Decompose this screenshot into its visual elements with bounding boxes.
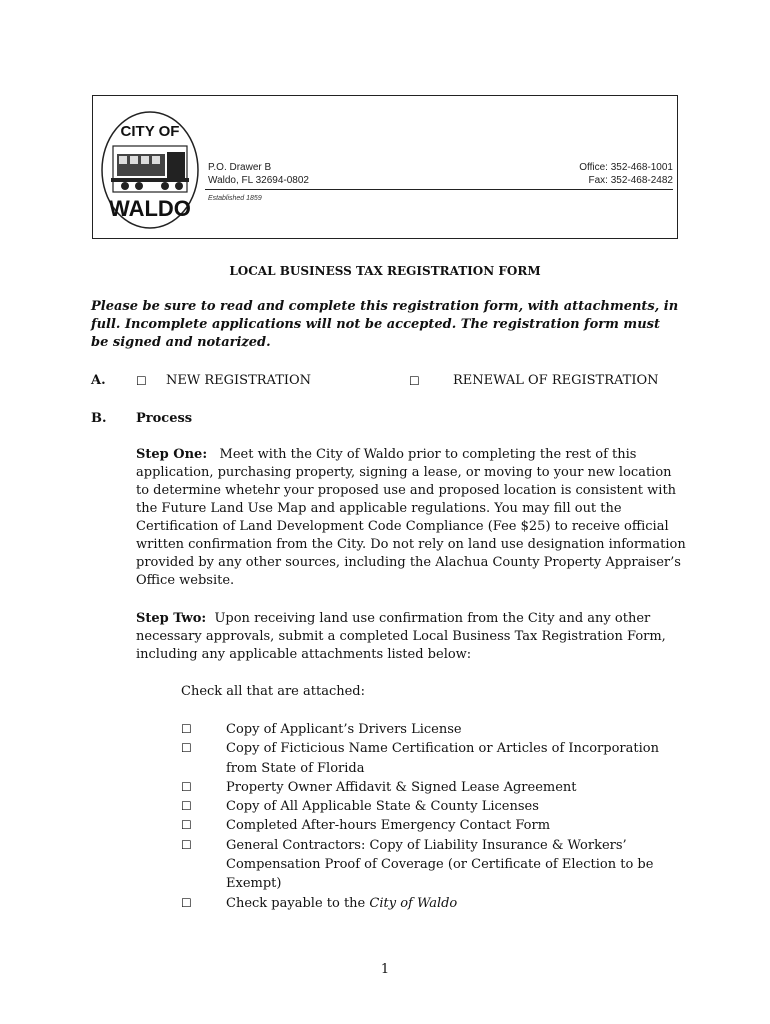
checklist-item [181, 797, 691, 816]
process-heading: Process [136, 411, 193, 426]
checklist-item [181, 836, 691, 894]
checklist-item [181, 739, 691, 778]
attachment-checklist [181, 720, 691, 913]
logo-top-text: CITY OF [120, 123, 180, 140]
ficticious-name-checkbox[interactable]: ☐ [181, 741, 192, 756]
step-one-paragraph [136, 446, 686, 590]
contact-info [579, 161, 673, 187]
checklist-item-label: Copy of Applicant’s Drivers License [226, 722, 462, 737]
letterhead [92, 95, 678, 239]
city-of-waldo-logo [99, 108, 201, 232]
checklist-item [181, 778, 691, 797]
letterhead-divider [205, 189, 673, 190]
page-number: 1 [380, 962, 390, 977]
step-one-text: Meet with the City of Waldo prior to completing the rest of this application, purchasing property, signing a lease, or moving to your new location to determine whetehr your proposed use and proposed location is consistent with the Future Land Use Map and applicable regulations. You may fill out the Certification of Land Development Code Compliance (Fee $25) to receive official written confirmation from the City. Do not rely on land use designation information provided by any other sources, including the Alachua County Property Appraiser’s Office website. [136, 447, 686, 588]
address-line-1: P.O. Drawer B [208, 162, 272, 173]
check-payable-checkbox[interactable]: ☐ [181, 895, 192, 910]
renewal-registration-checkbox[interactable]: ☐ [409, 374, 420, 388]
drivers-license-checkbox[interactable]: ☐ [181, 722, 192, 736]
fax-number: Fax: 352-468-2482 [588, 175, 673, 186]
logo-bottom-text: WALDO [109, 196, 191, 221]
checklist-item [181, 720, 691, 739]
owner-affidavit-checkbox[interactable]: ☐ [181, 779, 192, 794]
checklist-item-label: General Contractors: Copy of Liability Insurance & Workers’ Compensation Proof of Coverage (or Certificate of Election to be Exempt) [226, 837, 654, 892]
form-title: LOCAL BUSINESS TAX REGISTRATION FORM [229, 264, 541, 278]
intro-instructions: Please be sure to read and complete this registration form, with attachments, in full. Incomplete applications will not be accepted. The registration form must be signed and notarized. [91, 299, 679, 350]
step-two-text: Upon receiving land use confirmation from the City and any other necessary approvals, submit a completed Local Business Tax Registration Form, including any applicable attachments listed below: [136, 611, 666, 662]
checklist-item [181, 894, 691, 913]
checklist-item-label: Completed After-hours Emergency Contact Form [226, 818, 551, 834]
check-payable-prefix: Check payable to the [226, 895, 366, 911]
section-b-label: B. [91, 411, 107, 426]
emergency-contact-checkbox[interactable]: ☐ [181, 818, 192, 833]
contractor-insurance-checkbox[interactable]: ☐ [181, 837, 192, 852]
check-all-instruction: Check all that are attached: [181, 684, 365, 699]
mailing-address [208, 161, 309, 187]
new-registration-label: NEW REGISTRATION [166, 373, 312, 388]
checklist-item-label [226, 894, 457, 913]
state-county-licenses-checkbox[interactable]: ☐ [181, 799, 192, 814]
step-two-label: Step Two: [136, 611, 207, 626]
checklist-item-label: Property Owner Affidavit & Signed Lease Agreement [226, 779, 577, 795]
office-phone: Office: 352-468-1001 [579, 162, 673, 173]
city-of-waldo-payee: City of Waldo [369, 895, 458, 911]
address-line-2: Waldo, FL 32694-0802 [208, 175, 309, 186]
renewal-registration-label: RENEWAL OF REGISTRATION [453, 373, 659, 388]
checklist-item [181, 816, 691, 835]
established-text: Established 1859 [208, 195, 262, 202]
section-a-label: A. [91, 373, 106, 388]
checklist-item-label: Copy of All Applicable State & County Licenses [226, 799, 539, 815]
step-one-label: Step One: [136, 447, 208, 462]
new-registration-checkbox[interactable]: ☐ [136, 374, 147, 388]
step-two-paragraph [136, 610, 686, 664]
checklist-item-label: Copy of Ficticious Name Certification or Articles of Incorporation from State of Florida [226, 741, 659, 776]
